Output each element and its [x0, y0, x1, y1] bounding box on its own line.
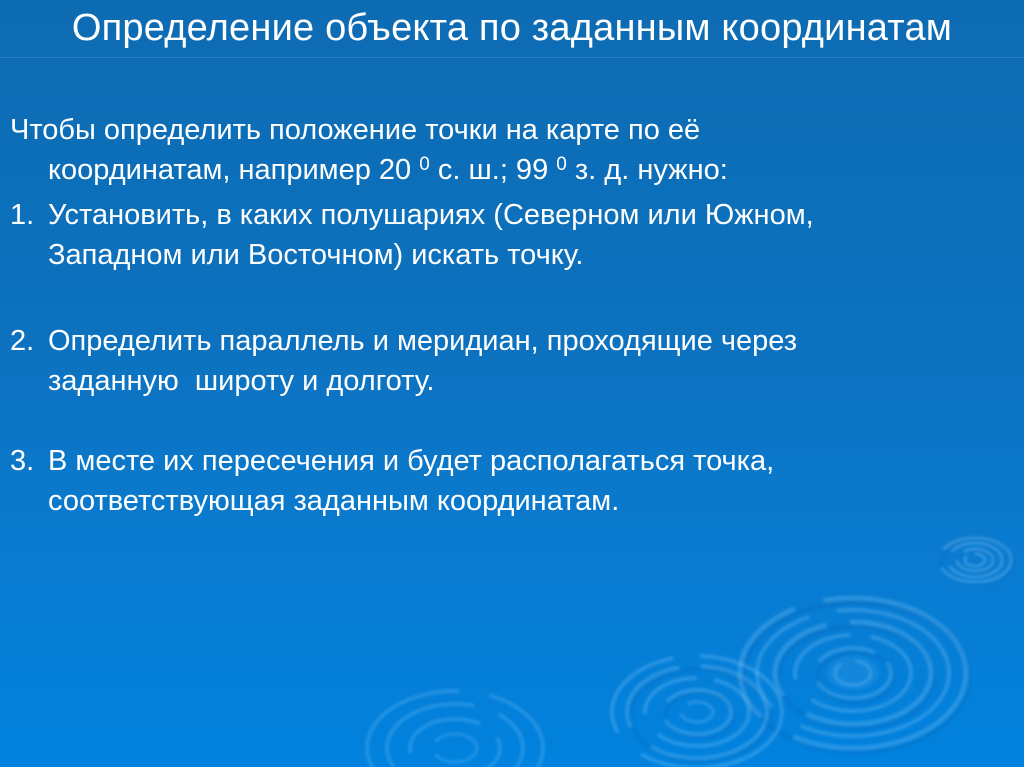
item-line: соответствующая заданным координатам. — [48, 485, 620, 517]
item-line — [10, 195, 1014, 235]
water-ripple-medium — [612, 656, 782, 767]
water-ripple-bottom — [367, 691, 543, 767]
page-title: Определение объекта по заданным координатам — [71, 7, 953, 49]
intro-line-2-text: з. д. нужно: — [566, 154, 728, 186]
item-number: 2. — [10, 325, 35, 357]
item-line: Западном или Восточном) искать точку. — [48, 239, 584, 271]
water-ripple-large — [740, 598, 969, 752]
intro-line-2 — [10, 150, 1014, 190]
item-number: 3. — [10, 445, 35, 477]
intro-paragraph — [10, 110, 1014, 190]
item-text: В месте их пересечения и будет располагаться точка, — [48, 445, 775, 477]
item-text: Определить параллель и меридиан, проходящие через — [48, 325, 798, 357]
title-divider — [0, 57, 1024, 58]
item-line — [10, 441, 1014, 481]
item-line — [10, 321, 1014, 361]
intro-line-2-text: с. ш.; 99 — [429, 154, 557, 186]
slide-body — [10, 110, 1014, 521]
item-number: 1. — [10, 199, 35, 231]
degree-superscript: 0 — [419, 154, 430, 175]
water-ripple-small — [939, 538, 1013, 584]
intro-line-1: Чтобы определить положение точки на карте по её — [10, 114, 701, 146]
degree-superscript: 0 — [556, 154, 567, 175]
list-item — [10, 321, 1014, 401]
list-item — [10, 195, 1014, 275]
item-line: заданную широту и долготу. — [48, 365, 435, 397]
list-item — [10, 441, 1014, 521]
item-text: Установить, в каких полушариях (Северном или Южном, — [48, 199, 814, 231]
intro-line-2-text: координатам, например 20 — [48, 154, 420, 186]
